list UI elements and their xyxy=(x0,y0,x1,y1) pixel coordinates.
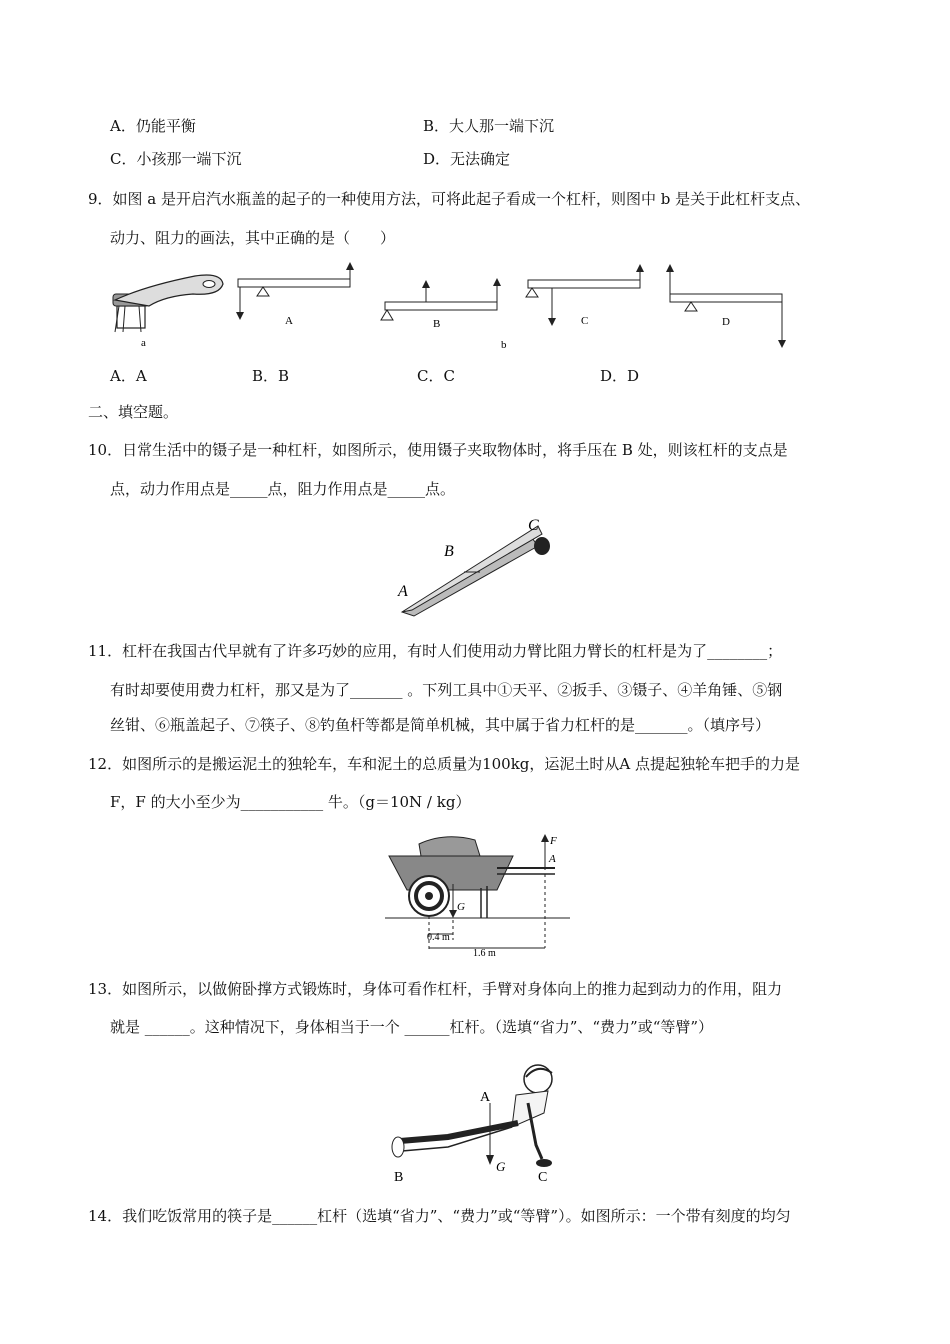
q8-option-d: D．无法确定 xyxy=(423,150,511,168)
pushup-figure xyxy=(388,1055,568,1187)
pushup-label-c: C xyxy=(538,1170,548,1185)
fig-label-option-c: C xyxy=(581,315,589,327)
tweezers-label-b: B xyxy=(444,543,454,560)
fig-label-option-d: D xyxy=(722,316,730,328)
fig-label-option-a: A xyxy=(285,315,293,327)
q8-option-a: A．仍能平衡 xyxy=(110,117,196,135)
q8-option-c: C．小孩那一端下沉 xyxy=(110,150,242,168)
wheelbarrow-distance-short: 0.4 m xyxy=(427,932,450,943)
pushup-label-b: B xyxy=(394,1170,404,1185)
pushup-label-a: A xyxy=(480,1090,491,1105)
q11-stem-line2: 有时却要使用费力杠杆，那又是为了_______ 。下列工具中①天平、②扳手、③镊子、④羊角锤、⑤钢 xyxy=(110,681,783,699)
q11-stem-line1: 11．杠杆在我国古代早就有了许多巧妙的应用，有时人们使用动力臂比阻力臂长的杠杆是为了________； xyxy=(88,642,783,660)
q13-stem-line2: 就是 ______。这种情况下，身体相当于一个 ______杠杆。（选填“省力”、“费力”或“等臂”） xyxy=(110,1018,714,1036)
q8-option-b: B．大人那一端下沉 xyxy=(423,117,555,135)
tweezers-label-a: A xyxy=(398,583,408,600)
fig-label-option-b: B xyxy=(433,318,441,330)
q9-option-d: D．D xyxy=(600,367,640,385)
q9-option-a: A．A xyxy=(110,367,147,385)
pushup-label-g: G xyxy=(496,1159,506,1174)
q10-stem-line2: 点，动力作用点是_____点，阻力作用点是_____点。 xyxy=(110,480,456,498)
tweezers-label-c: C xyxy=(528,517,539,534)
q10-stem-line1: 10．日常生活中的镊子是一种杠杆，如图所示，使用镊子夹取物体时，将手压在 B 处，则该杠杆的支点是 xyxy=(88,441,788,459)
lever-diagram-b xyxy=(381,278,507,351)
wheelbarrow-label-a: A xyxy=(549,853,556,865)
lever-diagram-d xyxy=(666,264,786,348)
wheelbarrow-label-g: G xyxy=(457,901,465,913)
q12-stem-line2: F，F 的大小至少为___________ 牛。（g＝10N / kg） xyxy=(110,793,471,811)
q9-option-c: C．C xyxy=(417,367,455,385)
q9-option-b: B．B xyxy=(252,367,290,385)
lever-diagram-c xyxy=(526,264,644,327)
bottle-opener-figure xyxy=(113,275,223,349)
lever-diagram-a xyxy=(236,262,354,327)
fig-label-b: b xyxy=(501,339,507,351)
q13-stem-line1: 13．如图所示，以做俯卧撑方式锻炼时，身体可看作杠杆，手臂对身体向上的推力起到动力的作用，阻力 xyxy=(88,980,783,998)
q12-stem-line1: 12．如图所示的是搬运泥土的独轮车，车和泥土的总质量为100kg，运泥土时从A 点提起独轮车把手的力是 xyxy=(88,755,801,773)
section-heading-fill-in: 二、填空题。 xyxy=(88,403,179,421)
wheelbarrow-label-f: F xyxy=(550,835,557,847)
q11-stem-line3: 丝钳、⑥瓶盖起子、⑦筷子、⑧钓鱼杆等都是简单机械，其中属于省力杠杆的是_______。（填序号） xyxy=(110,716,771,734)
wheelbarrow-distance-long: 1.6 m xyxy=(473,948,496,958)
tweezers-figure xyxy=(392,512,562,624)
wheelbarrow-figure xyxy=(385,830,570,958)
q14-stem-line1: 14．我们吃饭常用的筷子是______杠杆（选填“省力”、“费力”或“等臂”）。如图所示：一个带有刻度的均匀 xyxy=(88,1207,791,1225)
q9-stem-line1: 9．如图 a 是开启汽水瓶盖的起子的一种使用方法，可将此起子看成一个杠杆，则图中 b 是关于此杠杆支点、 xyxy=(88,190,811,208)
q9-figure xyxy=(105,262,800,354)
q9-stem-line2: 动力、阻力的画法，其中正确的是（ ） xyxy=(110,229,396,247)
fig-label-a: a xyxy=(141,337,146,349)
